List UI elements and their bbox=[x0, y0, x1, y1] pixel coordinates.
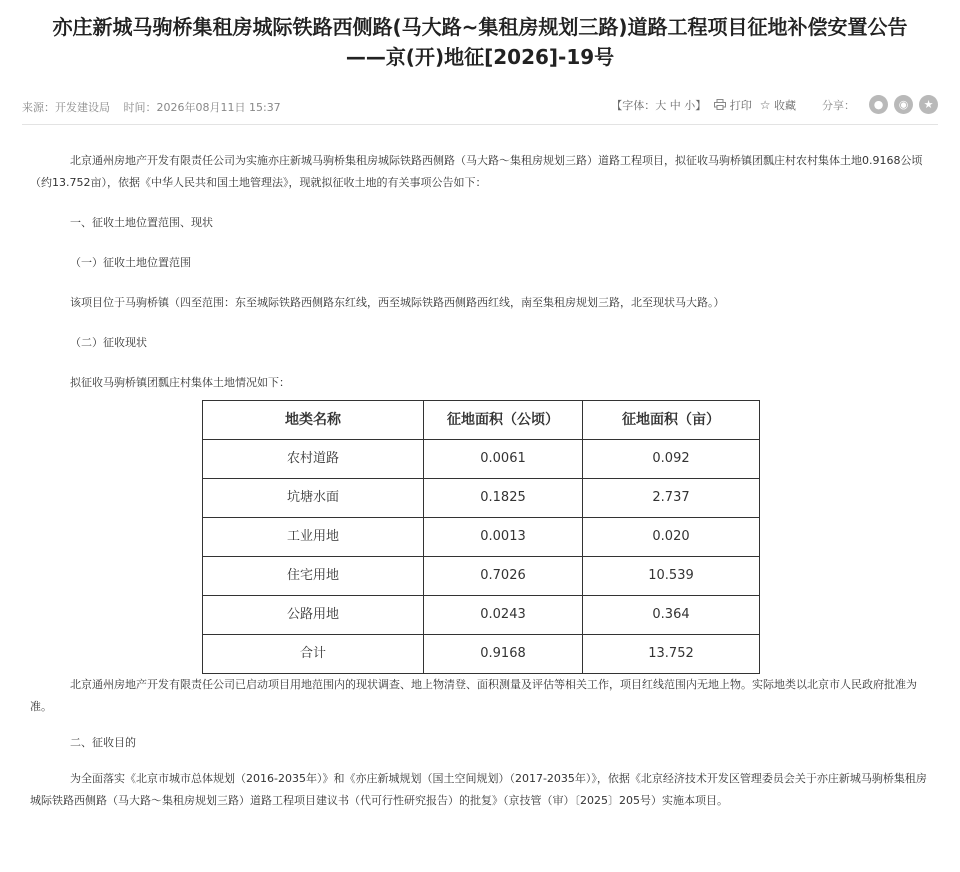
table-cell: 农村道路 bbox=[203, 440, 424, 479]
share-label: 分享： bbox=[822, 98, 855, 112]
subsection-heading-2: （二）征收现状 bbox=[70, 336, 147, 349]
paragraph-purpose: 为全面落实《北京市城市总体规划（2016-2035年）》和《亦庄新城规划（国土空间规划）（2017-2035年）》，依据《北京经济技术开发区管理委员会关于亦庄新城马驹桥集租房城际铁路西侧路（马大路～集租房规划三路）道路工程项目建议书（代可行性研究报告）的批复》（京技管（审）〔2025〕205号）实施本项目。 bbox=[30, 772, 927, 807]
table-cell: 工业用地 bbox=[203, 518, 424, 557]
table-cell: 0.1825 bbox=[424, 479, 583, 518]
wechat-icon[interactable]: ● bbox=[869, 95, 888, 114]
favorite-button[interactable] bbox=[760, 97, 796, 113]
table-row bbox=[203, 518, 760, 557]
source-label: 来源：开发建设局 bbox=[22, 101, 110, 114]
table-cell: 合计 bbox=[203, 635, 424, 674]
table-total-row bbox=[203, 635, 760, 674]
subsection-heading-1: （一）征收土地位置范围 bbox=[70, 256, 191, 269]
star-icon[interactable]: ★ bbox=[919, 95, 938, 114]
section-heading-1: 一、征收土地位置范围、现状 bbox=[70, 216, 213, 229]
table-row bbox=[203, 596, 760, 635]
meta-info bbox=[22, 99, 291, 115]
table-cell: 住宅用地 bbox=[203, 557, 424, 596]
table-cell: 2.737 bbox=[583, 479, 760, 518]
table-cell: 坑塘水面 bbox=[203, 479, 424, 518]
table-header: 地类名称 bbox=[203, 401, 424, 440]
article-meta bbox=[22, 95, 938, 117]
table-cell: 0.0243 bbox=[424, 596, 583, 635]
table-cell: 0.092 bbox=[583, 440, 760, 479]
font-size-control[interactable]: 【字体：大 中 小】 bbox=[611, 98, 707, 112]
star-outline-icon: ☆ bbox=[759, 97, 771, 112]
table-cell: 13.752 bbox=[583, 635, 760, 674]
page-title bbox=[0, 0, 960, 72]
table-header: 征地面积（亩） bbox=[583, 401, 760, 440]
meta-tools bbox=[603, 95, 938, 114]
land-table bbox=[202, 400, 760, 674]
table-cell: 0.9168 bbox=[424, 635, 583, 674]
publish-time: 时间：2026年08月11日 15:37 bbox=[123, 101, 281, 114]
table-cell: 10.539 bbox=[583, 557, 760, 596]
printer-icon bbox=[714, 99, 726, 110]
table-cell: 0.364 bbox=[583, 596, 760, 635]
favorite-label: 收藏 bbox=[774, 98, 796, 112]
paragraph-intro: 北京通州房地产开发有限责任公司为实施亦庄新城马驹桥集租房城际铁路西侧路（马大路～集租房规划三路）道路工程项目，拟征收马驹桥镇团瓢庄村农村集体土地0.9168公顷（约13.752亩），依据《中华人民共和国土地管理法》，现就拟征收土地的有关事项公告如下： bbox=[30, 154, 923, 189]
print-label: 打印 bbox=[729, 98, 752, 112]
title-line-1: 亦庄新城马驹桥集租房城际铁路西侧路(马大路~集租房规划三路)道路工程项目征地补偿安置公告 bbox=[52, 15, 908, 39]
table-cell: 0.0061 bbox=[424, 440, 583, 479]
article-content bbox=[30, 150, 930, 812]
paragraph-location: 该项目位于马驹桥镇（四至范围：东至城际铁路西侧路东红线，西至城际铁路西侧路西红线，南至集租房规划三路，北至现状马大路。） bbox=[70, 296, 725, 309]
table-row bbox=[203, 479, 760, 518]
divider bbox=[22, 124, 938, 125]
table-cell: 0.020 bbox=[583, 518, 760, 557]
table-cell: 公路用地 bbox=[203, 596, 424, 635]
section-heading-2: 二、征收目的 bbox=[70, 736, 136, 749]
paragraph-table-intro: 拟征收马驹桥镇团瓢庄村集体土地情况如下： bbox=[70, 376, 290, 389]
paragraph-survey: 北京通州房地产开发有限责任公司已启动项目用地范围内的现状调查、地上物清登、面积测量及评估等相关工作，项目红线范围内无地上物。实际地类以北京市人民政府批准为准。 bbox=[30, 678, 917, 713]
table-header-row bbox=[203, 401, 760, 440]
table-header: 征地面积（公顷） bbox=[424, 401, 583, 440]
title-line-2: ——京(开)地征[2026]-19号 bbox=[345, 45, 615, 69]
table-cell: 0.0013 bbox=[424, 518, 583, 557]
table-cell: 0.7026 bbox=[424, 557, 583, 596]
table-row bbox=[203, 440, 760, 479]
table-row bbox=[203, 557, 760, 596]
print-button[interactable] bbox=[714, 97, 752, 113]
weibo-icon[interactable]: ◉ bbox=[894, 95, 913, 114]
